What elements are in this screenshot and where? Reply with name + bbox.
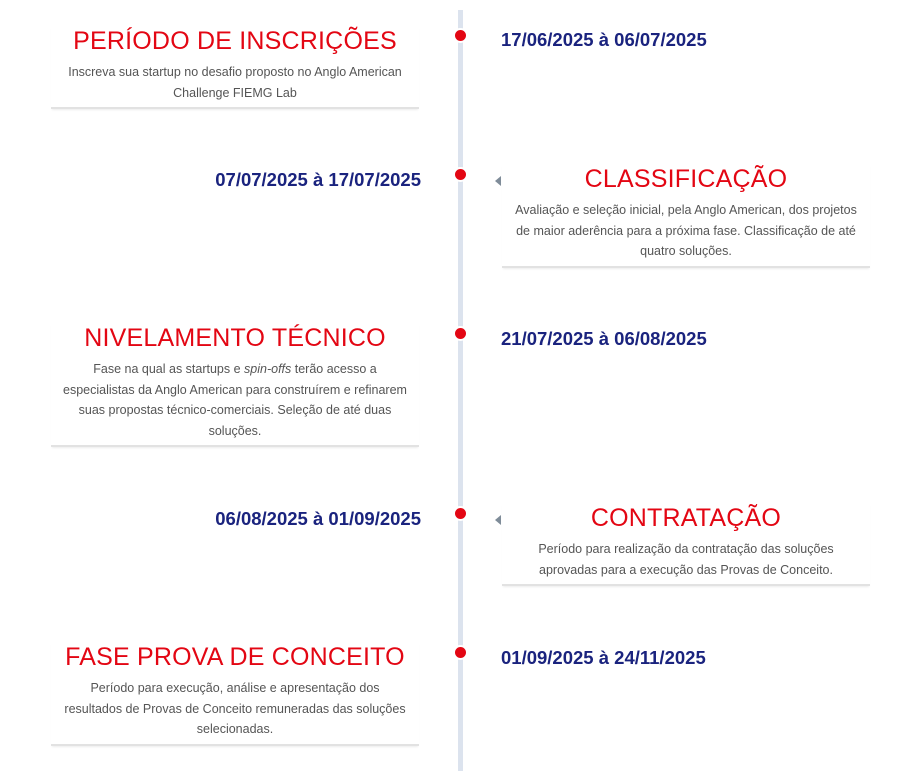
timeline-dot (453, 645, 468, 660)
timeline-card-classificacao (502, 164, 870, 268)
timeline-date: 01/09/2025 à 24/11/2025 (501, 647, 706, 668)
card-title: FASE PROVA DE CONCEITO (65, 643, 405, 671)
timeline-card-prova-conceito (51, 642, 419, 746)
card-pointer-arrow (495, 515, 501, 525)
card-description: Período para execução, análise e apresentação dos resultados de Provas de Conceito remuneradas das soluções selecionadas. (64, 681, 406, 736)
card-description: Avaliação e seleção inicial, pela Anglo American, dos projetos de maior aderência para a próxima fase. Classificação de até quatro soluções. (515, 203, 857, 258)
timeline-dot (453, 326, 468, 341)
timeline-card-inscricoes (51, 26, 419, 109)
timeline-dot (453, 506, 468, 521)
timeline-dot (453, 167, 468, 182)
card-title: PERÍODO DE INSCRIÇÕES (73, 27, 397, 55)
card-description: Inscreva sua startup no desafio proposto no Anglo American Challenge FIEMG Lab (68, 65, 402, 100)
card-title: NIVELAMENTO TÉCNICO (84, 324, 386, 352)
card-title: CLASSIFICAÇÃO (584, 165, 788, 193)
timeline-date: 06/08/2025 à 01/09/2025 (215, 508, 421, 529)
card-pointer-arrow (495, 176, 501, 186)
card-description-italic: spin-offs (244, 362, 292, 376)
card-description-part: Fase na qual as startups e (93, 362, 245, 376)
timeline-card-contratacao (502, 503, 870, 586)
timeline-dot (453, 28, 468, 43)
timeline-card-nivelamento (51, 323, 419, 447)
timeline-date: 07/07/2025 à 17/07/2025 (215, 169, 421, 190)
card-description: Período para realização da contratação das soluções aprovadas para a execução das Provas de Conceito. (538, 542, 834, 577)
timeline-date: 17/06/2025 à 06/07/2025 (501, 29, 707, 50)
timeline-date: 21/07/2025 à 06/08/2025 (501, 328, 707, 349)
card-title: CONTRATAÇÃO (590, 504, 782, 532)
card-description (51, 359, 419, 445)
card-description-part: terão acesso a especialistas da Anglo American para construírem e refinarem suas propostas técnico-comerciais. Seleção de até duas soluções. (63, 362, 407, 438)
